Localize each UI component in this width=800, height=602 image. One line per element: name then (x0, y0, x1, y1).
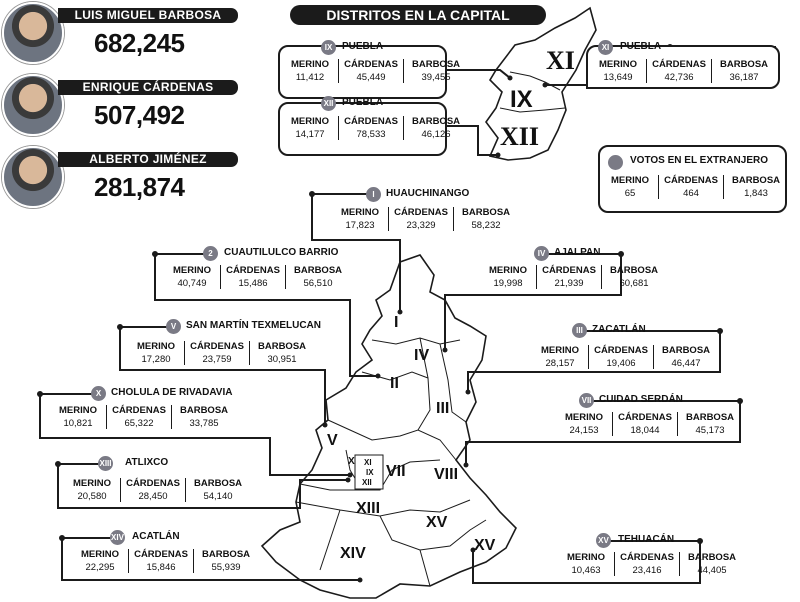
column-header-cardenas: CÁRDENAS (226, 265, 280, 276)
column-separator (658, 175, 659, 199)
district-name-vii: CUIDAD SERDÁN (599, 394, 683, 405)
column-separator (171, 405, 172, 429)
column-header-cardenas: CÁRDENAS (344, 59, 398, 70)
badge-ix: IX (321, 40, 336, 55)
column-separator (723, 175, 724, 199)
vote-column-v-cardenas (187, 340, 247, 366)
map-label-viii: VIII (434, 466, 459, 483)
candidate-name-barbosa: LUIS MIGUEL BARBOSA (58, 8, 238, 23)
vote-column-xv-barbosa (682, 551, 742, 577)
vote-value-merino: 10,463 (571, 565, 601, 576)
district-name-ii: CUAUTILULCO BARRIO (224, 247, 339, 258)
capital-title: DISTRITOS EN LA CAPITAL (290, 5, 546, 25)
vote-value-merino: 11,412 (295, 72, 325, 83)
column-header-merino: MERINO (599, 59, 637, 70)
map-label-vii: VII (386, 463, 406, 480)
column-header-cardenas: CÁRDENAS (394, 207, 448, 218)
vote-value-cardenas: 15,486 (238, 278, 268, 289)
vote-column-xv-merino (560, 551, 612, 577)
vote-column-xi-merino (592, 58, 644, 84)
vote-column-xiii-merino (66, 477, 118, 503)
vote-column-i-cardenas (391, 206, 451, 232)
column-header-cardenas: CÁRDENAS (542, 265, 596, 276)
column-separator (646, 59, 647, 83)
column-header-merino: MERINO (291, 116, 329, 127)
column-header-cardenas: CÁRDENAS (126, 478, 180, 489)
column-separator (612, 412, 613, 436)
capital-label-xii: XII (500, 122, 540, 151)
column-header-barbosa: BARBOSA (201, 549, 251, 560)
column-separator (711, 59, 712, 83)
vote-value-cardenas: 78,533 (356, 129, 386, 140)
map-label-iv: IV (414, 347, 430, 364)
district-name-x: CHOLULA DE RIVADAVIA (111, 387, 233, 398)
column-header-cardenas: CÁRDENAS (190, 341, 244, 352)
column-header-cardenas: CÁRDENAS (134, 549, 188, 560)
column-separator (338, 116, 339, 140)
column-header-cardenas: CÁRDENAS (652, 59, 706, 70)
vote-column-x-merino (52, 404, 104, 430)
vote-value-merino: 20,580 (77, 491, 107, 502)
vote-value-cardenas: 21,939 (554, 278, 584, 289)
vote-value-barbosa: 58,232 (471, 220, 501, 231)
district-name-xi: PUEBLA (620, 41, 662, 52)
column-header-barbosa: BARBOSA (719, 59, 769, 70)
vote-column-iii-barbosa (656, 344, 716, 370)
vote-column-v-barbosa (252, 340, 312, 366)
vote-column-xii-cardenas (341, 115, 401, 141)
vote-column-xiii-cardenas (123, 477, 183, 503)
map-label-xiv: XIV (340, 545, 366, 562)
column-separator (185, 478, 186, 502)
column-header-merino: MERINO (59, 405, 97, 416)
column-header-barbosa: BARBOSA (731, 175, 781, 186)
map-label-iii: III (436, 400, 450, 417)
badge-i: I (366, 187, 381, 202)
vote-column-i-merino (334, 206, 386, 232)
badge-xi: XI (598, 40, 613, 55)
column-separator (388, 207, 389, 231)
column-header-merino: MERINO (565, 412, 603, 423)
vote-column-v-merino (130, 340, 182, 366)
column-header-merino: MERINO (137, 341, 175, 352)
badge-iv: IV (534, 246, 549, 261)
column-header-cardenas: CÁRDENAS (112, 405, 166, 416)
vote-column-ix-cardenas (341, 58, 401, 84)
vote-value-cardenas: 65,322 (124, 418, 154, 429)
column-header-cardenas: CÁRDENAS (618, 412, 672, 423)
column-header-merino: MERINO (489, 265, 527, 276)
vote-value-cardenas: 23,416 (632, 565, 662, 576)
vote-column-x-barbosa (174, 404, 234, 430)
column-header-merino: MERINO (173, 265, 211, 276)
badge-ext (608, 155, 623, 170)
vote-column-x-cardenas (109, 404, 169, 430)
column-separator (453, 207, 454, 231)
district-name-ext: VOTOS EN EL EXTRANJERO (630, 155, 768, 166)
vote-value-barbosa: 55,939 (211, 562, 241, 573)
column-header-merino: MERINO (291, 59, 329, 70)
map-label-ii: II (390, 375, 399, 392)
column-header-barbosa: BARBOSA (609, 265, 659, 276)
map-label-x: X (348, 456, 355, 467)
column-header-merino: MERINO (567, 552, 605, 563)
vote-value-cardenas: 19,406 (606, 358, 636, 369)
vote-column-ext-cardenas (661, 174, 721, 200)
district-name-xii: PUEBLA (342, 97, 384, 108)
vote-column-iv-cardenas (539, 264, 599, 290)
vote-value-merino: 10,821 (63, 418, 93, 429)
vote-value-cardenas: 23,329 (406, 220, 436, 231)
map-label-v: V (327, 432, 338, 449)
column-separator (601, 265, 602, 289)
vote-value-merino: 13,649 (603, 72, 633, 83)
vote-column-vii-merino (558, 411, 610, 437)
column-separator (614, 552, 615, 576)
district-name-v: SAN MARTÍN TEXMELUCAN (186, 320, 321, 331)
vote-column-xi-cardenas (649, 58, 709, 84)
vote-value-merino: 28,157 (545, 358, 575, 369)
column-header-cardenas: CÁRDENAS (344, 116, 398, 127)
badge-xii: XII (321, 96, 336, 111)
vote-value-barbosa: 1,843 (744, 188, 768, 199)
column-header-barbosa: BARBOSA (687, 552, 737, 563)
vote-column-xii-merino (284, 115, 336, 141)
column-separator (536, 265, 537, 289)
column-separator (249, 341, 250, 365)
vote-value-merino: 17,823 (345, 220, 375, 231)
badge-xv: XV (596, 533, 611, 548)
column-header-merino: MERINO (341, 207, 379, 218)
column-header-cardenas: CÁRDENAS (620, 552, 674, 563)
map-label-xi: XI (364, 458, 372, 467)
badge-xiv: XIV (110, 530, 125, 545)
vote-value-merino: 24,153 (569, 425, 599, 436)
district-name-i: HUAUCHINANGO (386, 188, 470, 199)
vote-column-xiv-cardenas (131, 548, 191, 574)
column-separator (106, 405, 107, 429)
vote-column-iii-cardenas (591, 344, 651, 370)
vote-value-merino: 14,177 (295, 129, 325, 140)
district-name-xiii: ATLIXCO (125, 457, 169, 468)
district-name-xv: TEHUACÁN (618, 534, 675, 545)
column-header-barbosa: BARBOSA (461, 207, 511, 218)
column-separator (220, 265, 221, 289)
column-separator (338, 59, 339, 83)
vote-column-vii-cardenas (615, 411, 675, 437)
vote-column-xi-barbosa (714, 58, 774, 84)
vote-value-barbosa: 36,187 (729, 72, 759, 83)
column-header-barbosa: BARBOSA (179, 405, 229, 416)
vote-value-barbosa: 60,681 (619, 278, 649, 289)
vote-column-ext-merino (604, 174, 656, 200)
vote-column-ext-barbosa (726, 174, 786, 200)
vote-value-cardenas: 23,759 (202, 354, 232, 365)
district-name-iii: ZACATLÁN (592, 324, 646, 335)
map-label-xii: XII (362, 478, 372, 487)
vote-value-merino: 17,280 (141, 354, 171, 365)
vote-column-i-barbosa (456, 206, 516, 232)
column-header-barbosa: BARBOSA (661, 345, 711, 356)
vote-column-iv-merino (482, 264, 534, 290)
map-label-xiii: XIII (356, 500, 381, 517)
badge-xiii: XIII (98, 456, 113, 471)
vote-value-barbosa: 30,951 (267, 354, 297, 365)
vote-value-barbosa: 45,173 (695, 425, 725, 436)
candidate-votes-barbosa: 682,245 (94, 28, 185, 58)
column-separator (653, 345, 654, 369)
vote-value-cardenas: 42,736 (664, 72, 694, 83)
column-header-barbosa: BARBOSA (411, 116, 461, 127)
column-separator (120, 478, 121, 502)
map-label-ix: IX (366, 468, 374, 477)
column-header-barbosa: BARBOSA (411, 59, 461, 70)
badge-iii: III (572, 323, 587, 338)
vote-value-barbosa: 39,455 (421, 72, 451, 83)
column-header-merino: MERINO (81, 549, 119, 560)
vote-value-barbosa: 46,447 (671, 358, 701, 369)
vote-value-merino: 40,749 (177, 278, 207, 289)
vote-column-xiv-merino (74, 548, 126, 574)
vote-value-cardenas: 18,044 (630, 425, 660, 436)
badge-v: V (166, 319, 181, 334)
column-separator (184, 341, 185, 365)
column-header-barbosa: BARBOSA (193, 478, 243, 489)
badge-x: X (91, 386, 106, 401)
column-header-barbosa: BARBOSA (685, 412, 735, 423)
column-separator (403, 59, 404, 83)
column-header-cardenas: CÁRDENAS (664, 175, 718, 186)
vote-value-cardenas: 464 (683, 188, 699, 199)
district-name-iv: AJALPAN (554, 247, 601, 258)
candidate-votes-jimenez: 281,874 (94, 172, 185, 202)
capital-label-ix: IX (510, 86, 533, 113)
candidate-name-jimenez: ALBERTO JIMÉNEZ (58, 152, 238, 167)
vote-value-barbosa: 46,126 (421, 129, 451, 140)
column-header-barbosa: BARBOSA (257, 341, 307, 352)
capital-label-xi: XI (546, 46, 575, 75)
column-separator (677, 412, 678, 436)
vote-column-xiii-barbosa (188, 477, 248, 503)
map-label-xv-a: XV (426, 514, 448, 531)
map-label-i: I (394, 314, 399, 331)
column-header-barbosa: BARBOSA (293, 265, 343, 276)
vote-column-iii-merino (534, 344, 586, 370)
candidate-name-cardenas: ENRIQUE CÁRDENAS (58, 80, 238, 95)
map-label-xv-b: XV (474, 537, 496, 554)
vote-value-merino: 65 (624, 188, 636, 199)
candidate-votes-cardenas: 507,492 (94, 100, 185, 130)
vote-column-xii-barbosa (406, 115, 466, 141)
vote-column-ii-barbosa (288, 264, 348, 290)
vote-column-xv-cardenas (617, 551, 677, 577)
vote-value-merino: 22,295 (85, 562, 115, 573)
vote-column-iv-barbosa (604, 264, 664, 290)
column-separator (679, 552, 680, 576)
vote-value-barbosa: 54,140 (203, 491, 233, 502)
vote-value-barbosa: 44,405 (697, 565, 727, 576)
vote-value-barbosa: 33,785 (189, 418, 219, 429)
column-header-merino: MERINO (73, 478, 111, 489)
vote-value-cardenas: 45,449 (356, 72, 386, 83)
column-header-merino: MERINO (611, 175, 649, 186)
vote-column-ix-merino (284, 58, 336, 84)
column-separator (285, 265, 286, 289)
vote-value-barbosa: 56,510 (303, 278, 333, 289)
district-name-xiv: ACATLÁN (132, 531, 180, 542)
vote-column-xiv-barbosa (196, 548, 256, 574)
vote-column-vii-barbosa (680, 411, 740, 437)
vote-column-ix-barbosa (406, 58, 466, 84)
column-separator (128, 549, 129, 573)
badge-ii: 2 (203, 246, 218, 261)
vote-value-cardenas: 15,846 (146, 562, 176, 573)
vote-column-ii-cardenas (223, 264, 283, 290)
district-name-ix: PUEBLA (342, 41, 384, 52)
column-header-merino: MERINO (541, 345, 579, 356)
vote-value-merino: 19,998 (493, 278, 523, 289)
column-separator (588, 345, 589, 369)
column-separator (403, 116, 404, 140)
badge-vii: VII (579, 393, 594, 408)
vote-value-cardenas: 28,450 (138, 491, 168, 502)
column-separator (193, 549, 194, 573)
vote-column-ii-merino (166, 264, 218, 290)
column-header-cardenas: CÁRDENAS (594, 345, 648, 356)
